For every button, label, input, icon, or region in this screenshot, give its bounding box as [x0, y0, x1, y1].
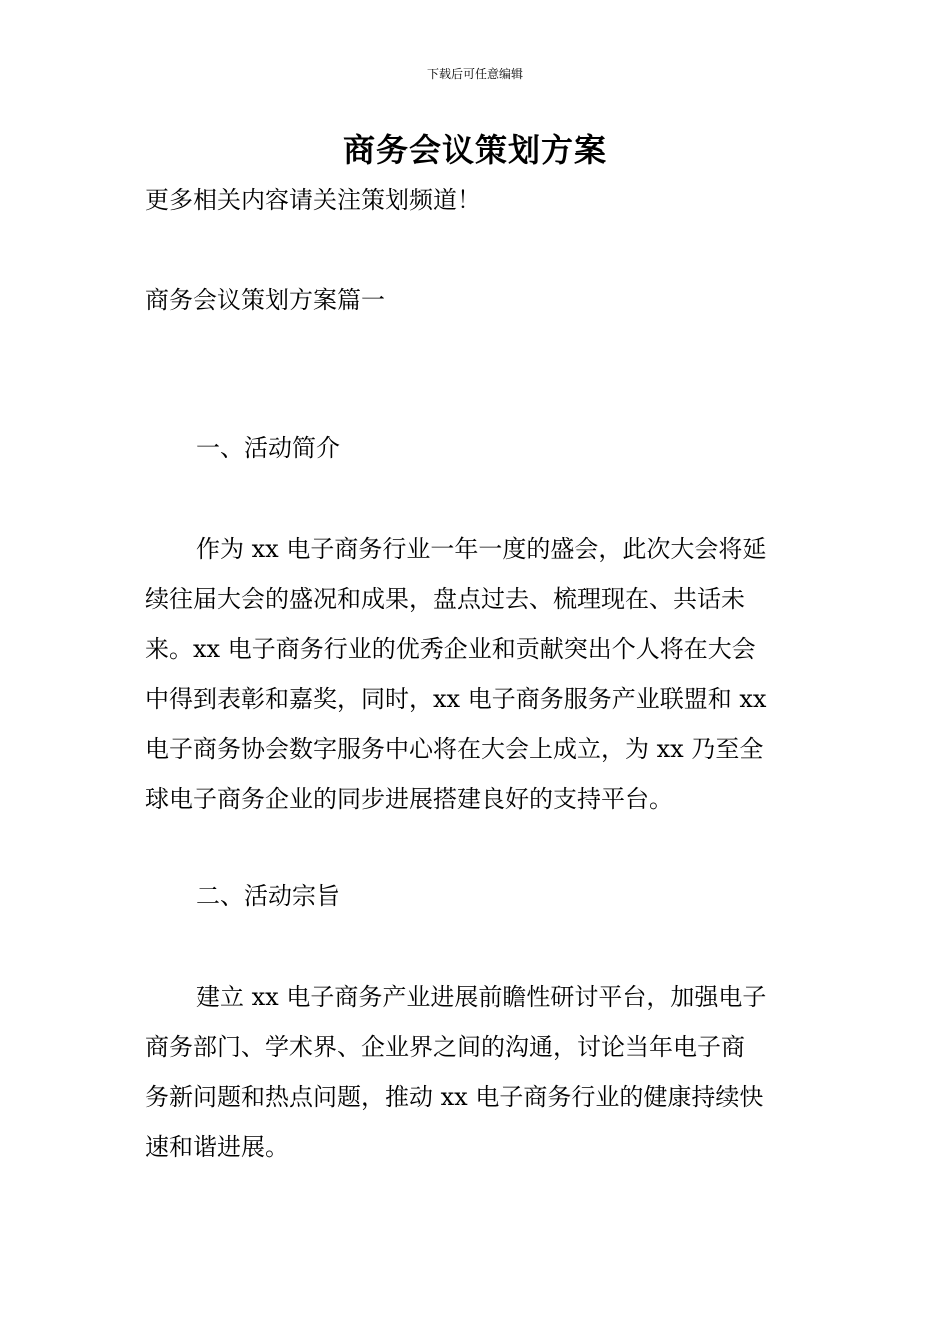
chapter-heading: 商务会议策划方案篇一 [145, 286, 385, 314]
paragraph-line: 建立 xx 电子商务产业进展前瞻性研讨平台，加强电子 [196, 983, 767, 1011]
paragraph-line: 球电子商务企业的同步进展搭建良好的支持平台。 [145, 785, 673, 813]
section-paragraph-intro [145, 524, 807, 824]
section-heading-intro: 一、活动简介 [196, 434, 340, 462]
paragraph-line: 速和谐进展。 [145, 1133, 289, 1161]
paragraph-line: 务新问题和热点问题，推动 xx 电子商务行业的健康持续快 [145, 1083, 764, 1111]
document-title: 商务会议策划方案 [342, 131, 607, 169]
paragraph-line: 续往届大会的盛况和成果，盘点过去、梳理现在、共话未 [145, 585, 745, 613]
paragraph-line: 中得到表彰和嘉奖，同时，xx 电子商务服务产业联盟和 xx [145, 685, 767, 713]
paragraph-line: 来。xx 电子商务行业的优秀企业和贡献突出个人将在大会 [145, 635, 756, 663]
paragraph-line: 商务部门、学术界、企业界之间的沟通，讨论当年电子商 [145, 1033, 745, 1061]
subtitle-line: 更多相关内容请关注策划频道！ [145, 186, 481, 214]
section-heading-purpose: 二、活动宗旨 [196, 882, 340, 910]
paragraph-line: 电子商务协会数字服务中心将在大会上成立，为 xx 乃至全 [145, 735, 764, 763]
paragraph-line: 作为 xx 电子商务行业一年一度的盛会，此次大会将延 [196, 535, 767, 563]
header-note: 下载后可任意编辑 [426, 67, 523, 81]
section-paragraph-purpose [145, 972, 807, 1172]
